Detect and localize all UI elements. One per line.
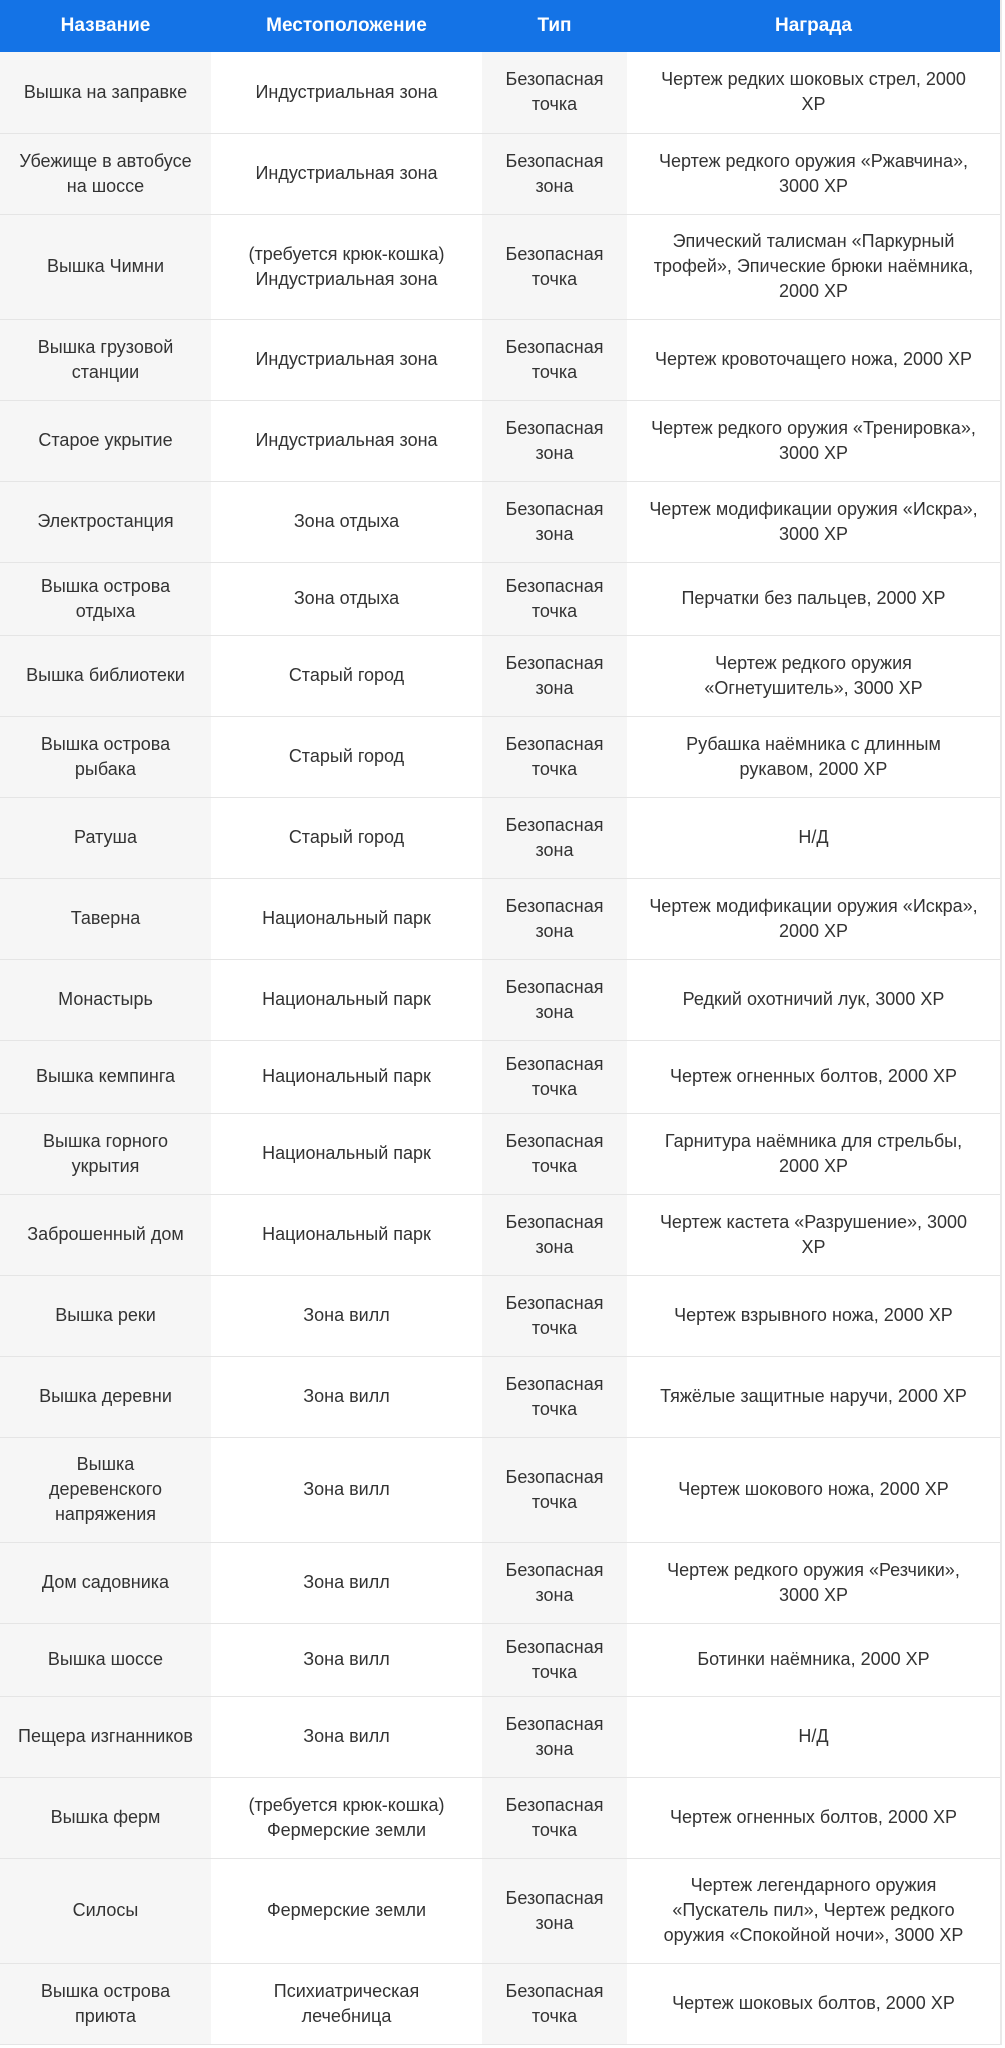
cell-reward-text: Н/Д (798, 827, 829, 847)
cell-type-text: Безопасная зона (505, 1211, 604, 1257)
cell-type-text: Безопасная зона (505, 814, 604, 860)
cell-type (482, 1040, 627, 1113)
cell-location (211, 562, 482, 635)
cell-reward-text: Гарнитура наёмника для стрельбы, 2000 XP (664, 1130, 963, 1176)
cell-location-text: Индустриальная зона (255, 81, 438, 102)
cell-type (482, 878, 627, 959)
cell-name (0, 716, 211, 797)
cell-location-text: Национальный парк (262, 908, 431, 928)
cell-name-text: Вышка деревни (39, 1386, 172, 1406)
cell-type (482, 1437, 627, 1542)
cell-type-text: Безопасная точка (505, 336, 604, 382)
cell-location-text: Старый город (288, 746, 405, 766)
table-row (0, 1623, 1000, 1696)
cell-reward (627, 214, 1000, 319)
cell-reward (627, 52, 1000, 133)
cell-location (211, 481, 482, 562)
cell-name-text: Вышка на заправке (23, 81, 188, 102)
cell-location (211, 133, 482, 214)
cell-location (211, 1356, 482, 1437)
cell-location-text: Зона вилл (303, 1479, 390, 1499)
cell-type-text: Безопасная точка (505, 1636, 604, 1682)
cell-reward (627, 1040, 1000, 1113)
cell-name-text: Вышка кемпинга (35, 1066, 176, 1086)
cell-reward (627, 1777, 1000, 1858)
cell-reward-text: Чертеж легендарного оружия «Пускатель пил», Чертеж редкого оружия «Спокойной ночи», 3000 XP (663, 1875, 964, 1945)
table-header (0, 0, 1000, 52)
cell-name-text: Силосы (72, 1900, 139, 1920)
cell-type (482, 400, 627, 481)
cell-reward-text: Редкий охотничий лук, 3000 XP (682, 989, 945, 1009)
table-body (0, 52, 1000, 2044)
cell-name (0, 635, 211, 716)
cell-reward (627, 133, 1000, 214)
cell-name (0, 214, 211, 319)
cell-reward-text: Эпический талисман «Паркурный трофей», Эпические брюки наёмника, 2000 XP (653, 231, 974, 301)
cell-name-text: Вышка горного укрытия (43, 1130, 168, 1176)
cell-name-text: Таверна (70, 908, 141, 928)
cell-reward (627, 481, 1000, 562)
cell-name-text: Дом садовника (41, 1572, 170, 1592)
cell-type (482, 1542, 627, 1623)
cell-type (482, 1858, 627, 1963)
table-row (0, 1963, 1000, 2044)
cell-reward-text: Чертеж огненных болтов, 2000 XP (670, 1807, 957, 1827)
cell-name (0, 1040, 211, 1113)
cell-location (211, 878, 482, 959)
table-row (0, 52, 1000, 133)
cell-name (0, 1777, 211, 1858)
table-row (0, 878, 1000, 959)
table-row (0, 716, 1000, 797)
cell-reward (627, 1542, 1000, 1623)
cell-reward (627, 1275, 1000, 1356)
cell-name (0, 1356, 211, 1437)
table-row (0, 562, 1000, 635)
cell-type-text: Безопасная зона (505, 976, 604, 1022)
cell-name (0, 1113, 211, 1194)
cell-type (482, 1963, 627, 2044)
cell-name-text: Вышка острова рыбака (40, 733, 171, 779)
cell-type-text: Безопасная точка (505, 575, 604, 621)
cell-name (0, 1858, 211, 1963)
cell-location-text: Зона вилл (303, 1386, 390, 1406)
cell-type-text: Безопасная точка (505, 1373, 604, 1419)
cell-reward-text: Чертеж шоковых болтов, 2000 XP (672, 1993, 955, 2013)
cell-location-text: Зона вилл (303, 1305, 390, 1325)
cell-reward (627, 1858, 1000, 1963)
cell-location (211, 635, 482, 716)
cell-type-text: Безопасная точка (505, 1980, 604, 2026)
cell-type (482, 1696, 627, 1777)
cell-location (211, 716, 482, 797)
cell-type-text: Безопасная точка (505, 733, 604, 779)
cell-name-text: Вышка острова отдыха (40, 575, 171, 621)
cell-reward-text: Н/Д (798, 1726, 829, 1746)
cell-reward-text: Чертеж кастета «Разрушение», 3000 XP (659, 1211, 968, 1257)
cell-type-text: Безопасная точка (505, 69, 604, 115)
cell-reward (627, 1696, 1000, 1777)
cell-reward-text: Чертеж модификации оружия «Искра», 3000 XP (649, 498, 978, 544)
cell-type (482, 1194, 627, 1275)
header-location: Местоположение (211, 0, 482, 52)
cell-type (482, 319, 627, 400)
cell-reward-text: Чертеж кровоточащего ножа, 2000 XP (654, 349, 973, 369)
cell-location (211, 1113, 482, 1194)
cell-location (211, 797, 482, 878)
cell-type-text: Безопасная зона (505, 1713, 604, 1759)
cell-location (211, 1437, 482, 1542)
cell-location (211, 1777, 482, 1858)
table-row (0, 1194, 1000, 1275)
cell-location-text: Национальный парк (262, 989, 431, 1009)
cell-reward-text: Чертеж редкого оружия «Огнетушитель», 3000 XP (704, 652, 923, 698)
cell-location-text: Национальный парк (262, 1224, 431, 1244)
cell-name (0, 1963, 211, 2044)
cell-reward-text: Чертеж шокового ножа, 2000 XP (678, 1479, 949, 1499)
cell-type (482, 562, 627, 635)
table-row (0, 1356, 1000, 1437)
cell-location (211, 1040, 482, 1113)
cell-location (211, 1194, 482, 1275)
cell-type (482, 1356, 627, 1437)
cell-reward (627, 319, 1000, 400)
table-row (0, 1113, 1000, 1194)
cell-type (482, 635, 627, 716)
cell-type (482, 1623, 627, 1696)
table-row (0, 797, 1000, 878)
header-row (0, 0, 1000, 52)
cell-name (0, 133, 211, 214)
cell-reward (627, 1194, 1000, 1275)
cell-location (211, 1623, 482, 1696)
cell-name-text: Вышка реки (55, 1305, 156, 1325)
table-row (0, 959, 1000, 1040)
cell-reward-text: Чертеж огненных болтов, 2000 XP (670, 1066, 957, 1086)
cell-name-text: Старое укрытие (38, 430, 173, 450)
cell-location-text: Старый город (288, 665, 405, 685)
cell-name (0, 1623, 211, 1696)
cell-name (0, 1542, 211, 1623)
cell-reward (627, 635, 1000, 716)
cell-location-text: Зона отдыха (293, 588, 400, 608)
cell-name (0, 319, 211, 400)
cell-name (0, 878, 211, 959)
cell-location (211, 52, 482, 133)
cell-name (0, 1194, 211, 1275)
cell-reward (627, 716, 1000, 797)
cell-name-text: Заброшенный дом (27, 1224, 184, 1244)
header-reward: Награда (627, 0, 1000, 52)
cell-location-text: Индустриальная зона (255, 163, 438, 183)
cell-type (482, 214, 627, 319)
cell-type-text: Безопасная зона (505, 1559, 604, 1605)
cell-reward (627, 1963, 1000, 2044)
cell-location (211, 1858, 482, 1963)
cell-type-text: Безопасная точка (505, 1794, 604, 1840)
cell-type (482, 133, 627, 214)
cell-name-text: Вышка Чимни (46, 256, 165, 276)
cell-reward-text: Чертеж редких шоковых стрел, 2000 XP (661, 69, 966, 115)
cell-reward-text: Чертеж редкого оружия «Резчики», 3000 XP (667, 1559, 960, 1605)
cell-reward (627, 1113, 1000, 1194)
cell-name (0, 562, 211, 635)
cell-name-text: Вышка шоссе (47, 1649, 164, 1669)
cell-type (482, 797, 627, 878)
cell-reward (627, 1623, 1000, 1696)
cell-location (211, 214, 482, 319)
cell-location-text: Зона вилл (303, 1649, 390, 1669)
cell-location-text: Старый город (288, 827, 405, 847)
cell-type-text: Безопасная зона (505, 417, 604, 463)
cell-reward-text: Чертеж редкого оружия «Тренировка», 3000 XP (651, 417, 976, 463)
cell-name (0, 797, 211, 878)
cell-name (0, 481, 211, 562)
cell-reward (627, 797, 1000, 878)
cell-location (211, 1963, 482, 2044)
cell-name (0, 1696, 211, 1777)
table-row (0, 1777, 1000, 1858)
cell-type-text: Безопасная точка (505, 1130, 604, 1176)
cell-type (482, 481, 627, 562)
cell-reward-text: Тяжёлые защитные наручи, 2000 XP (660, 1386, 967, 1406)
cell-location (211, 319, 482, 400)
cell-name-text: Ратуша (74, 827, 137, 847)
cell-name-text: Вышка острова приюта (40, 1980, 171, 2026)
cell-name-text: Вышка грузовой станции (37, 336, 174, 382)
cell-type (482, 1275, 627, 1356)
cell-location (211, 1542, 482, 1623)
cell-location (211, 959, 482, 1040)
table-row (0, 1040, 1000, 1113)
header-type: Тип (482, 0, 627, 52)
cell-type (482, 716, 627, 797)
cell-type-text: Безопасная точка (505, 243, 604, 289)
cell-name (0, 400, 211, 481)
cell-location-text: Национальный парк (262, 1143, 431, 1163)
cell-reward-text: Чертеж редкого оружия «Ржавчина», 3000 XP (659, 150, 968, 196)
cell-reward (627, 1437, 1000, 1542)
cell-type (482, 52, 627, 133)
cell-reward (627, 1356, 1000, 1437)
cell-reward-text: Рубашка наёмника с длинным рукавом, 2000 XP (686, 733, 941, 779)
cell-reward-text: Ботинки наёмника, 2000 XP (697, 1649, 930, 1669)
cell-location (211, 1696, 482, 1777)
table-row (0, 133, 1000, 214)
cell-name (0, 1437, 211, 1542)
cell-name-text: Вышка ферм (50, 1807, 161, 1827)
cell-location-text: (требуется крюк-кошка) Фермерские земли (248, 1794, 445, 1840)
cell-location-text: Зона вилл (303, 1726, 390, 1746)
cell-name-text: Убежище в автобусе на шоссе (19, 150, 192, 196)
cell-reward-text: Перчатки без пальцев, 2000 XP (681, 588, 946, 608)
cell-name (0, 1275, 211, 1356)
table-row (0, 1696, 1000, 1777)
cell-location (211, 400, 482, 481)
cell-type (482, 1113, 627, 1194)
cell-location-text: Психиатрическая лечебница (273, 1980, 420, 2026)
cell-location (211, 1275, 482, 1356)
cell-type-text: Безопасная точка (505, 1053, 604, 1099)
cell-type (482, 959, 627, 1040)
cell-name-text: Вышка деревенского напряжения (48, 1454, 163, 1524)
cell-reward-text: Чертеж модификации оружия «Искра», 2000 XP (649, 895, 978, 941)
cell-name-text: Монастырь (58, 989, 153, 1009)
header-name: Название (0, 0, 211, 52)
table-row (0, 400, 1000, 481)
cell-location-text: Индустриальная зона (255, 430, 438, 450)
table-row (0, 481, 1000, 562)
cell-location-text: Индустриальная зона (255, 349, 438, 369)
table-row (0, 1542, 1000, 1623)
cell-reward (627, 562, 1000, 635)
cell-name (0, 959, 211, 1040)
cell-location-text: (требуется крюк-кошка) Индустриальная зона (248, 243, 445, 289)
cell-type-text: Безопасная точка (505, 1466, 604, 1512)
cell-type-text: Безопасная зона (505, 652, 604, 698)
cell-location-text: Фермерские земли (266, 1900, 427, 1920)
cell-type-text: Безопасная зона (505, 498, 604, 544)
cell-type-text: Безопасная точка (505, 1292, 604, 1338)
cell-name-text: Вышка библиотеки (26, 665, 185, 685)
cell-type-text: Безопасная зона (505, 1887, 604, 1933)
table-row (0, 1858, 1000, 1963)
cell-reward-text: Чертеж взрывного ножа, 2000 XP (674, 1305, 953, 1325)
table-row (0, 319, 1000, 400)
cell-name (0, 52, 211, 133)
cell-type-text: Безопасная зона (505, 895, 604, 941)
table-row (0, 1437, 1000, 1542)
cell-reward (627, 959, 1000, 1040)
cell-name-text: Электростанция (37, 511, 174, 531)
cell-name-text: Пещера изгнанников (18, 1726, 193, 1746)
cell-type-text: Безопасная зона (505, 150, 604, 196)
table-row (0, 1275, 1000, 1356)
cell-type (482, 1777, 627, 1858)
table-row (0, 214, 1000, 319)
cell-reward (627, 878, 1000, 959)
cell-reward (627, 400, 1000, 481)
table-row (0, 635, 1000, 716)
cell-location-text: Зона отдыха (293, 511, 400, 531)
cell-location-text: Национальный парк (262, 1066, 431, 1086)
cell-location-text: Зона вилл (303, 1572, 390, 1592)
